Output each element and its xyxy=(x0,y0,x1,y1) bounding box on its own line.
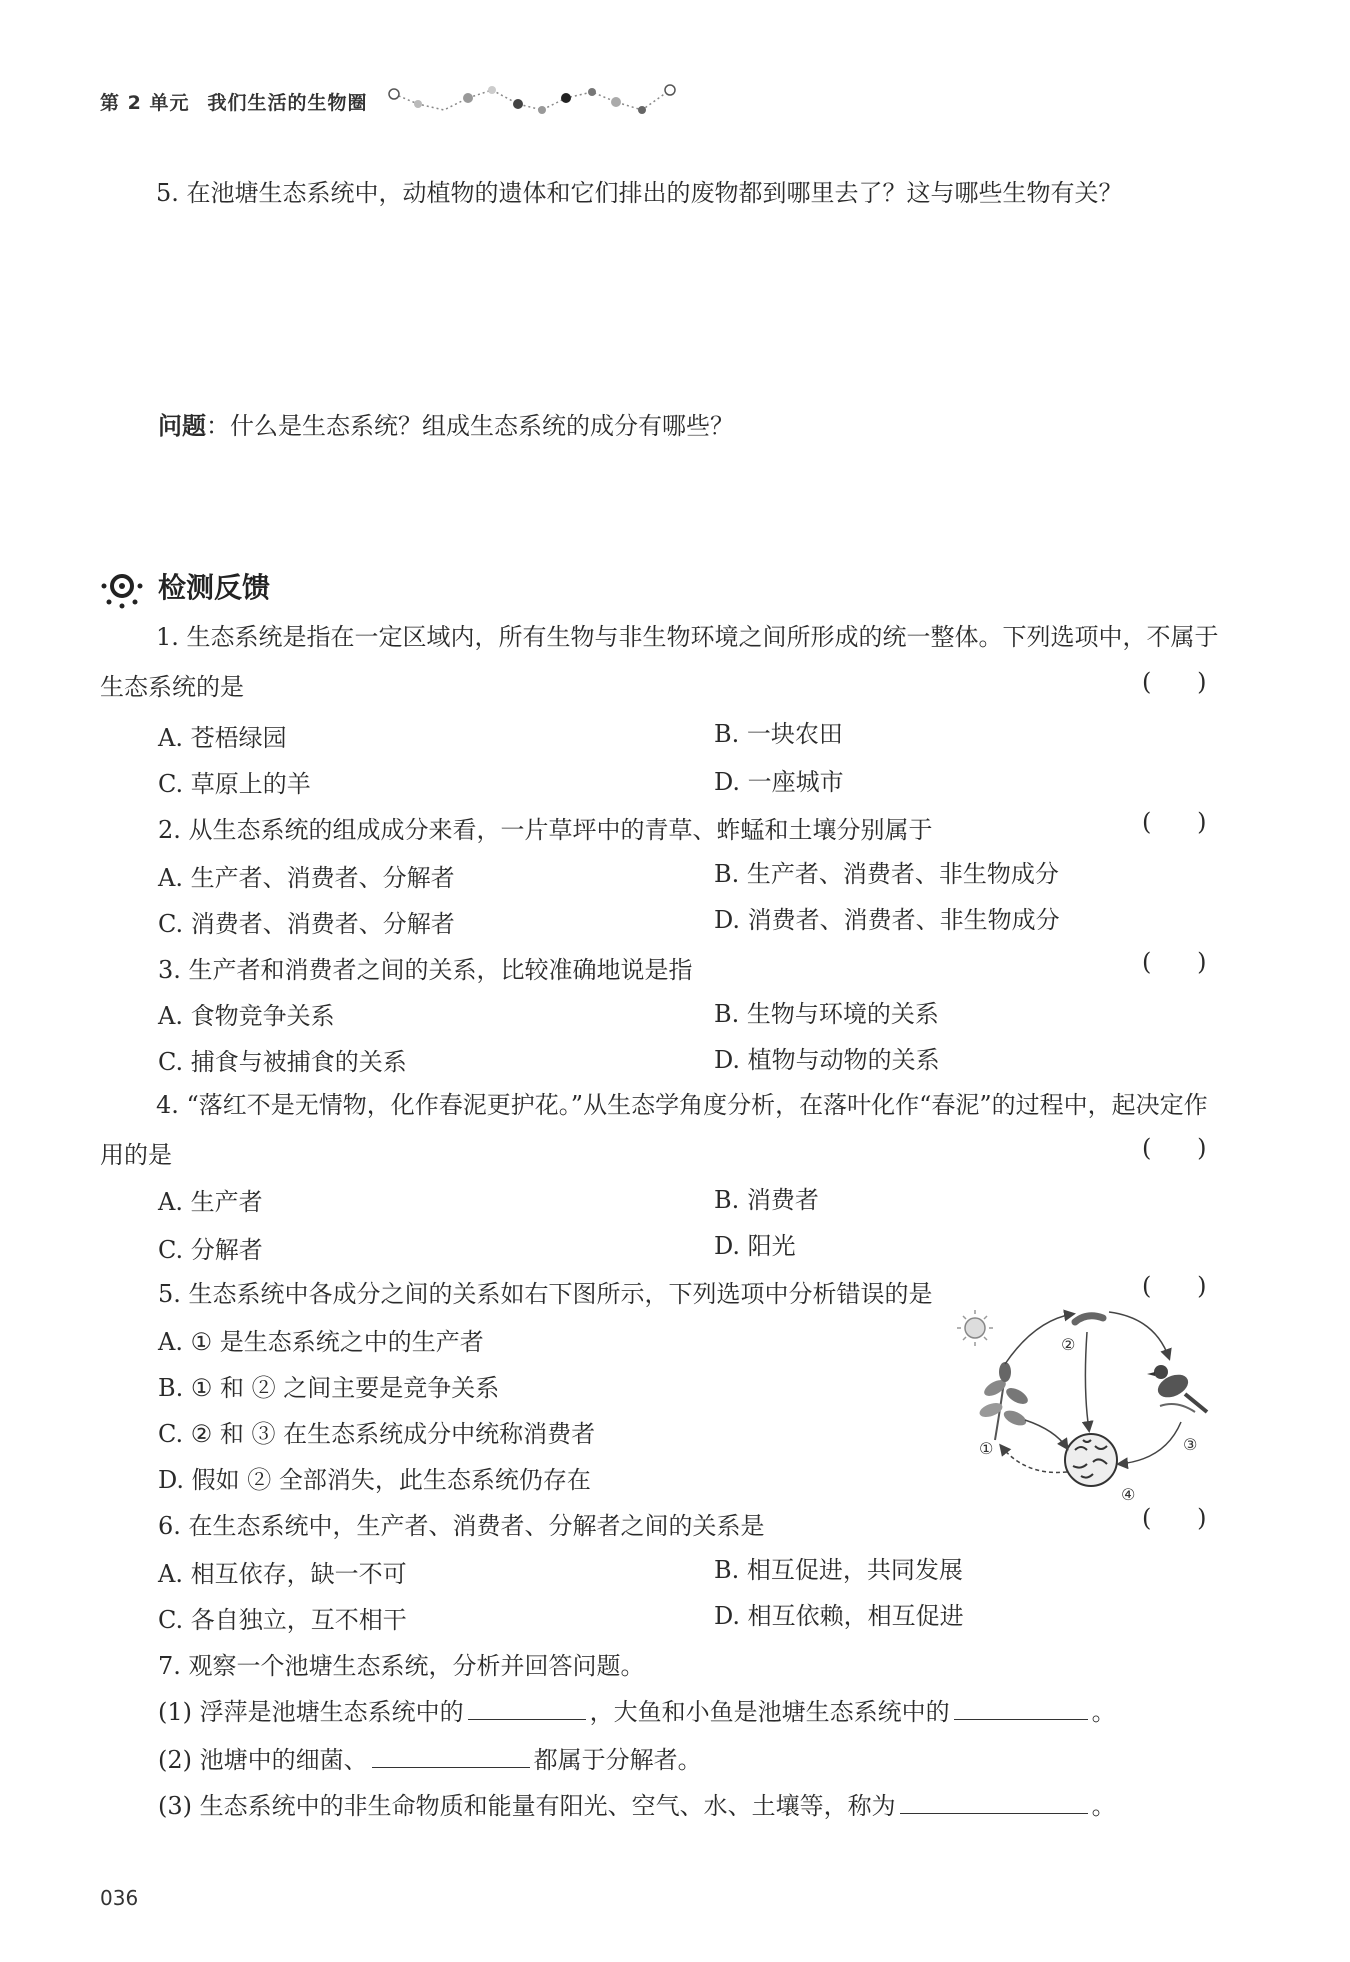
question-6-option-c[interactable]: C. 各自独立，互不相干 xyxy=(158,1606,407,1634)
section-title: 检测反馈 xyxy=(158,571,271,604)
question-2-stem: 2. 从生态系统的组成成分来看，一片草坪中的青草、蚱蜢和土壤分别属于 xyxy=(158,816,933,844)
question-4-stem: 4. “落红不是无情物，化作春泥更护花。”从生态学角度分析，在落叶化作“春泥”的过程中，起决定作用的是 xyxy=(100,1091,1208,1169)
question-3-answer-paren[interactable]: ( ) xyxy=(1142,948,1207,976)
question-7-part-1 xyxy=(158,1692,1116,1727)
q7-part1-text-a: (1) 浮萍是池塘生态系统中的 xyxy=(158,1698,464,1726)
question-3-option-b[interactable]: B. 生物与环境的关系 xyxy=(714,1000,939,1028)
question-1-option-d[interactable]: D. 一座城市 xyxy=(714,768,844,796)
q7-part1-text-b: ，大鱼和小鱼是池塘生态系统中的 xyxy=(589,1698,950,1726)
q7-part2-text-a: (2) 池塘中的细菌、 xyxy=(158,1746,368,1774)
question-7-part-2 xyxy=(158,1740,702,1775)
q7-part3-text-b: 。 xyxy=(1091,1792,1116,1820)
problem-label: 问题 xyxy=(158,412,206,440)
q7-blank-1[interactable] xyxy=(468,1695,586,1720)
q7-part2-text-b: 都属于分解者。 xyxy=(533,1746,702,1774)
question-4-option-c[interactable]: C. 分解者 xyxy=(158,1236,263,1264)
q7-blank-3[interactable] xyxy=(372,1743,530,1768)
pre-question-5 xyxy=(100,168,1230,218)
unit-label: 第 2 单元 xyxy=(100,92,190,114)
question-1-stem: 1. 生态系统是指在一定区域内，所有生物与非生物环境之间所形成的统一整体。下列选项中，不属于生态系统的是 xyxy=(100,623,1219,701)
question-2-answer-paren[interactable]: ( ) xyxy=(1142,808,1207,836)
page-number: 036 xyxy=(100,1886,139,1910)
pre-question-text: 在池塘生态系统中，动植物的遗体和它们排出的废物都到哪里去了？这与哪些生物有关？ xyxy=(186,179,1123,207)
page-header xyxy=(100,88,367,115)
question-3-option-a[interactable]: A. 食物竞争关系 xyxy=(158,1002,335,1030)
q7-part3-text-a: (3) 生态系统中的非生命物质和能量有阳光、空气、水、土壤等，称为 xyxy=(158,1792,896,1820)
question-3-option-d[interactable]: D. 植物与动物的关系 xyxy=(714,1046,940,1074)
q7-blank-2[interactable] xyxy=(954,1695,1088,1720)
question-6-stem: 6. 在生态系统中，生产者、消费者、分解者之间的关系是 xyxy=(158,1512,765,1540)
problem-statement xyxy=(158,406,734,441)
feedback-section-icon xyxy=(100,568,152,612)
pre-question-number: 5. xyxy=(156,179,179,207)
question-1-option-c[interactable]: C. 草原上的羊 xyxy=(158,770,311,798)
question-1-answer-paren[interactable]: ( ) xyxy=(1142,668,1207,696)
decomposer-icon xyxy=(1065,1434,1117,1486)
question-5-option-d[interactable]: D. 假如 ② 全部消失，此生态系统仍存在 xyxy=(158,1466,591,1494)
question-6-option-a[interactable]: A. 相互依存，缺一不可 xyxy=(158,1560,407,1588)
question-5-option-a[interactable]: A. ① 是生态系统之中的生产者 xyxy=(158,1328,484,1356)
diagram-label-2: ② xyxy=(1061,1335,1076,1354)
question-3-option-c[interactable]: C. 捕食与被捕食的关系 xyxy=(158,1048,407,1076)
question-5-option-c[interactable]: C. ② 和 ③ 在生态系统成分中统称消费者 xyxy=(158,1420,596,1448)
ecosystem-diagram xyxy=(955,1300,1215,1512)
diagram-label-3: ③ xyxy=(1183,1435,1198,1454)
problem-text: ：什么是生态系统？组成生态系统的成分有哪些？ xyxy=(206,412,734,440)
question-2-option-a[interactable]: A. 生产者、消费者、分解者 xyxy=(158,864,455,892)
question-2-option-b[interactable]: B. 生产者、消费者、非生物成分 xyxy=(714,860,1059,888)
question-6-option-d[interactable]: D. 相互依赖，相互促进 xyxy=(714,1602,964,1630)
question-4-option-a[interactable]: A. 生产者 xyxy=(158,1188,263,1216)
question-5-option-b[interactable]: B. ① 和 ② 之间主要是竞争关系 xyxy=(158,1374,500,1402)
q7-blank-4[interactable] xyxy=(900,1789,1088,1814)
question-2-option-d[interactable]: D. 消费者、消费者、非生物成分 xyxy=(714,906,1060,934)
question-4-option-b[interactable]: B. 消费者 xyxy=(714,1186,819,1214)
question-5-stem: 5. 生态系统中各成分之间的关系如右下图所示，下列选项中分析错误的是 xyxy=(158,1280,933,1308)
diagram-label-1: ① xyxy=(979,1439,994,1458)
bird-icon xyxy=(1147,1365,1207,1412)
question-6-option-b[interactable]: B. 相互促进，共同发展 xyxy=(714,1556,963,1584)
unit-title: 我们生活的生物圈 xyxy=(207,92,368,114)
question-6-answer-paren[interactable]: ( ) xyxy=(1142,1504,1207,1532)
question-2-option-c[interactable]: C. 消费者、消费者、分解者 xyxy=(158,910,455,938)
question-1-option-a[interactable]: A. 苍梧绿园 xyxy=(158,724,287,752)
q7-part1-text-c: 。 xyxy=(1091,1698,1116,1726)
question-3-stem: 3. 生产者和消费者之间的关系，比较准确地说是指 xyxy=(158,956,693,984)
question-4-option-d[interactable]: D. 阳光 xyxy=(714,1232,796,1260)
header-dots-decoration xyxy=(388,82,678,118)
question-7-part-3 xyxy=(158,1786,1116,1821)
caterpillar-icon xyxy=(1075,1316,1103,1322)
question-1-option-b[interactable]: B. 一块农田 xyxy=(714,720,843,748)
sun-icon xyxy=(957,1310,993,1346)
diagram-label-4: ④ xyxy=(1121,1485,1136,1504)
question-4-answer-paren[interactable]: ( ) xyxy=(1142,1134,1207,1162)
question-5-answer-paren[interactable]: ( ) xyxy=(1142,1272,1207,1300)
plant-icon xyxy=(978,1362,1031,1440)
question-7-stem: 7. 观察一个池塘生态系统，分析并回答问题。 xyxy=(158,1652,645,1680)
